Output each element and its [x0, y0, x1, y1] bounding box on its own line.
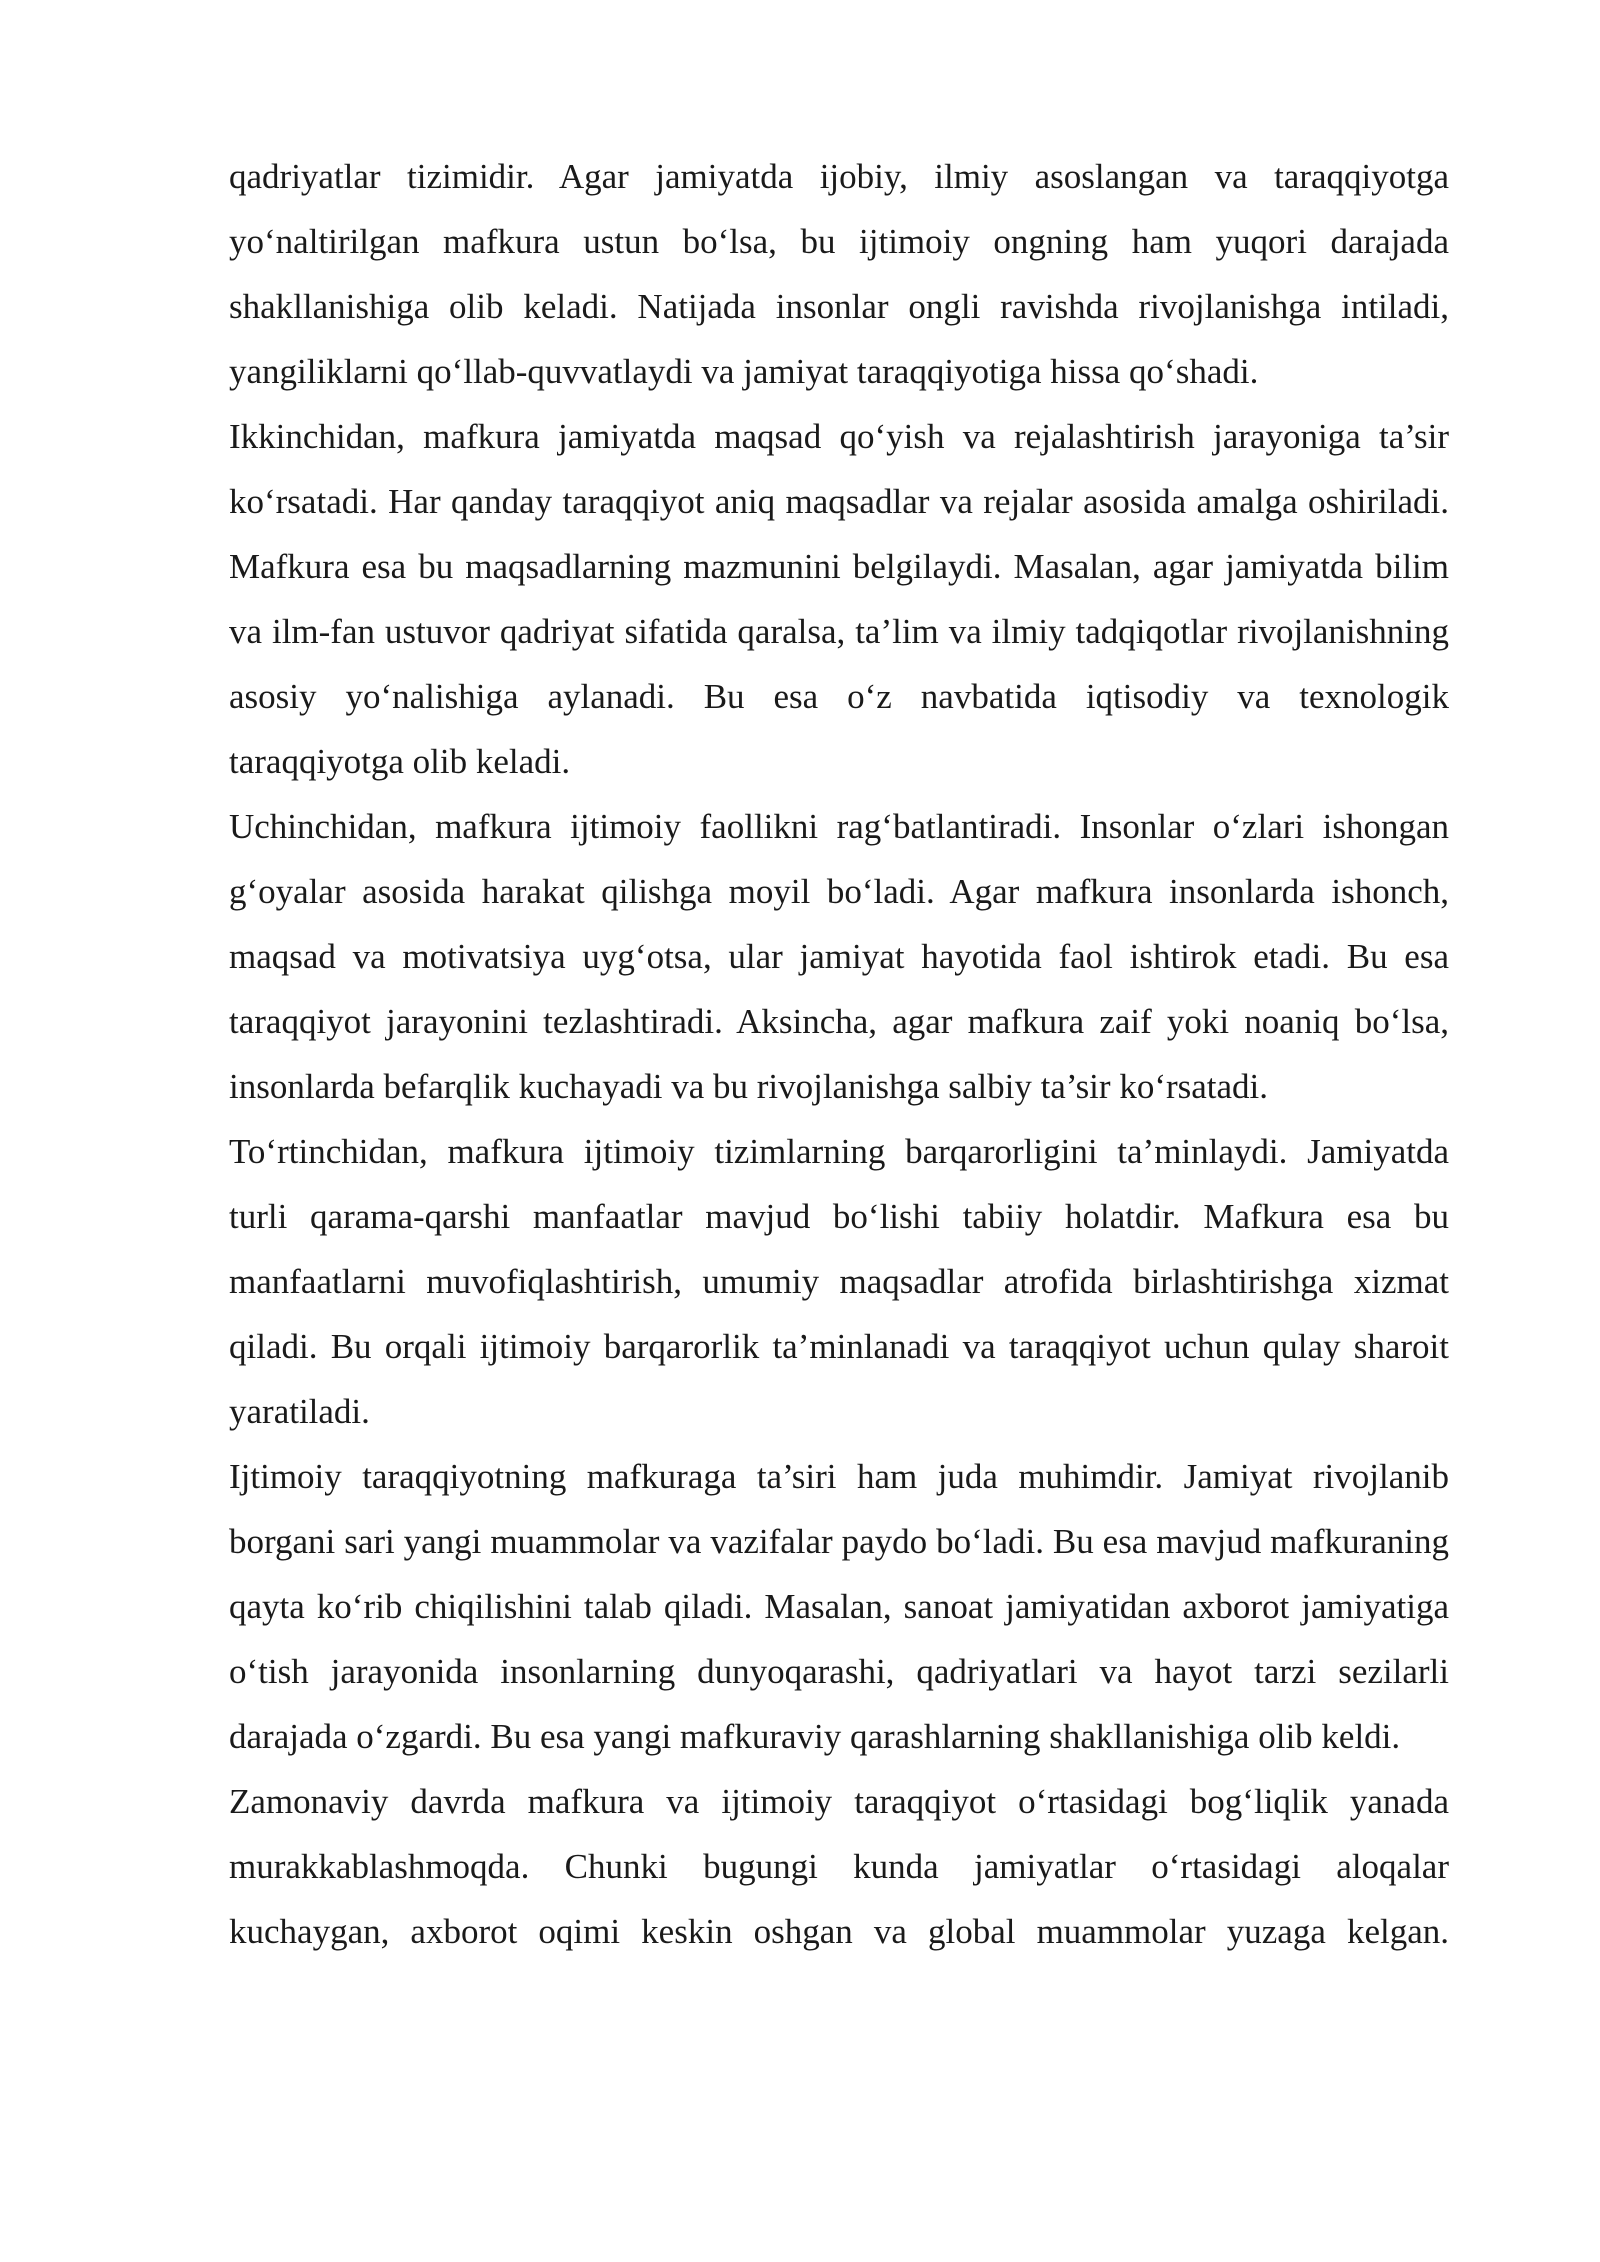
paragraph: Ijtimoiy taraqqiyotning mafkuraga ta’siri ham juda muhimdir. Jamiyat rivojlanib borgani sari yangi muammolar va vazifalar paydo bo‘ladi. Bu esa mavjud mafkuraning qayta ko‘rib chiqilishini talab qiladi. Masalan, sanoat jamiyatidan axborot jamiyatiga o‘tish jarayonida insonlarning dunyoqarashi, qadriyatlari va hayot tarzi sezilarli darajada o‘zgardi. Bu esa yangi mafkuraviy qarashlarning shakllanishiga olib keldi. [229, 1457, 1449, 1756]
paragraph: qadriyatlar tizimidir. Agar jamiyatda ijobiy, ilmiy asoslangan va taraqqiyotga yo‘naltirilgan mafkura ustun bo‘lsa, bu ijtimoiy ongning ham yuqori darajada shakllanishiga olib keladi. Natijada insonlar ongli ravishda rivojlanishga intiladi, yangiliklarni qo‘llab-quvvatlaydi va jamiyat taraqqiyotiga hissa qo‘shadi. [229, 157, 1449, 391]
paragraph: To‘rtinchidan, mafkura ijtimoiy tizimlarning barqarorligini ta’minlaydi. Jamiyatda turli qarama-qarshi manfaatlar mavjud bo‘lishi tabiiy holatdir. Mafkura esa bu manfaatlarni muvofiqlashtirish, umumiy maqsadlar atrofida birlashtirishga xizmat qiladi. Bu orqali ijtimoiy barqarorlik ta’minlanadi va taraqqiyot uchun qulay sharoit yaratiladi. [229, 1132, 1449, 1431]
paragraph: Ikkinchidan, mafkura jamiyatda maqsad qo‘yish va rejalashtirish jarayoniga ta’sir ko‘rsatadi. Har qanday taraqqiyot aniq maqsadlar va rejalar asosida amalga oshiriladi. Mafkura esa bu maqsadlarning mazmunini belgilaydi. Masalan, agar jamiyatda bilim va ilm-fan ustuvor qadriyat sifatida qaralsa, ta’lim va ilmiy tadqiqotlar rivojlanishning asosiy yo‘nalishiga aylanadi. Bu esa o‘z navbatida iqtisodiy va texnologik taraqqiyotga olib keladi. [229, 417, 1449, 781]
paragraph: Zamonaviy davrda mafkura va ijtimoiy taraqqiyot o‘rtasidagi bog‘liqlik yanada murakkablashmoqda. Chunki bugungi kunda jamiyatlar o‘rtasidagi aloqalar kuchaygan, axborot oqimi keskin oshgan va global muammolar yuzaga kelgan. [229, 1782, 1449, 1951]
document-body [229, 144, 1449, 1964]
paragraph: Uchinchidan, mafkura ijtimoiy faollikni rag‘batlantiradi. Insonlar o‘zlari ishongan g‘oyalar asosida harakat qilishga moyil bo‘ladi. Agar mafkura insonlarda ishonch, maqsad va motivatsiya uyg‘otsa, ular jamiyat hayotida faol ishtirok etadi. Bu esa taraqqiyot jarayonini tezlashtiradi. Aksincha, agar mafkura zaif yoki noaniq bo‘lsa, insonlarda befarqlik kuchayadi va bu rivojlanishga salbiy ta’sir ko‘rsatadi. [229, 807, 1449, 1106]
